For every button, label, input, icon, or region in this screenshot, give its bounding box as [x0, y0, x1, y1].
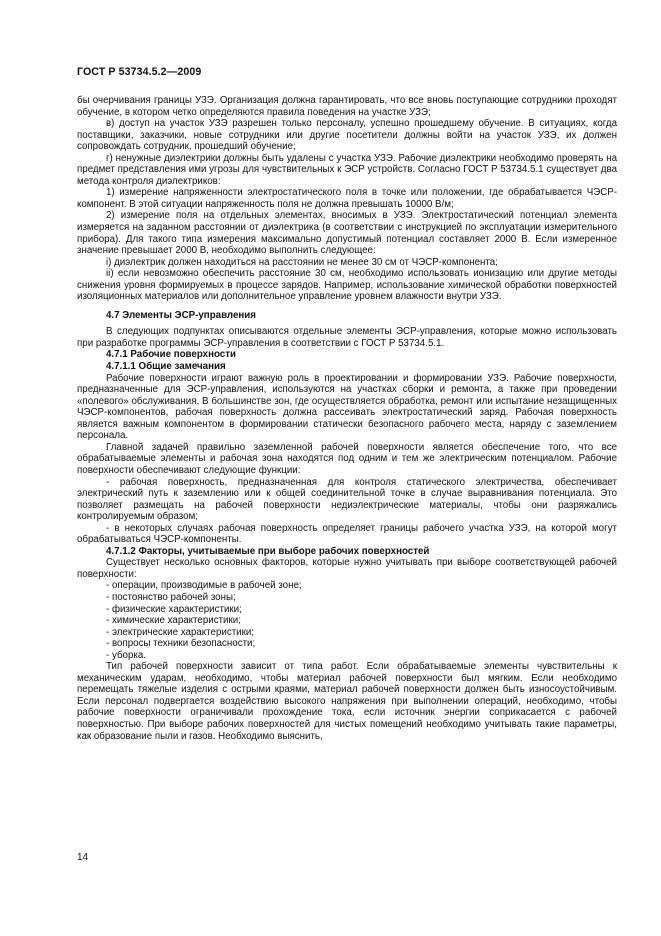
paragraph: - операции, производимые в рабочей зоне; [106, 580, 302, 592]
paragraph: - электрические характеристики; [106, 626, 255, 638]
paragraph: ii) если невозможно обеспечить расстояние 30 см, необходимо использовать ионизацию или другие методы снижения уровня формируемых в процессе зарядов. Например, использование химической обработки поверхностей изоляционных материалов или дополнительное управление уровнем влажности внутри УЗЭ. [77, 268, 617, 303]
paragraph: i) диэлектрик должен находиться на расстоянии не менее 30 см от ЧЭСР-компонента; [106, 256, 498, 268]
paragraph: - постоянство рабочей зоны; [106, 591, 236, 603]
paragraph: бы очерчивания границы УЗЭ. Организация должна гарантировать, что все вновь поступающие сотрудники проходят обучение, в котором четко определяются правила поведения на участке УЗЭ; [77, 95, 617, 118]
paragraph: - вопросы техники безопасности; [106, 638, 256, 650]
section-heading: 4.7.1.2 Факторы, учитываемые при выборе рабочих поверхностей [106, 545, 430, 557]
paragraph: Главной задачей правильно заземленной рабочей поверхности является обеспечение того, что все обрабатываемые элементы и рабочая зона находятся под одним и тем же электрическим потенциалом. Рабочие поверхности обеспечивают следующие функции: [77, 441, 617, 476]
paragraph: Тип рабочей поверхности зависит от типа работ. Если обрабатываемые элементы чувствительны к механическим ударам, необходимо, чтобы материал рабочей поверхности был мягким. Если необходимо перемещать тяжелые изделия с острыми краями, материал рабочей поверхности должен быть износоустойчивым. Если персонал подвергается воздействию высокого напряжения при выполнении операций, необходимо, чтобы рабочие поверхности ограничивали прохождение тока, если источник энергии соприкасается с рабочей поверхностью. При выборе рабочих поверхностей для чистых помещений необходимо учитывать такие параметры, как образование пыли и газов. Необходимо выяснить, [77, 661, 617, 742]
section-heading: 4.7 Элементы ЭСР-управления [106, 309, 256, 321]
paragraph: - уборка. [106, 649, 146, 661]
paragraph: - рабочая поверхность, предназначенная для контроля статического электричества, обеспечивает электрический путь к заземлению или к общей соединительной точке в случае выравнивания потенциала. Это позволяет размещать на рабочей поверхности недиэлектрические материалы, чтобы они разряжались контролируемым образом; [77, 476, 617, 523]
paragraph: г) ненужные диэлектрики должны быть удалены с участка УЗЭ. Рабочие диэлектрики необходимо проверять на предмет представления ими угрозы для чувствительных к ЭСР устройств. Согласно ГОСТ Р 53734.5.1 существует два метода контроля диэлектриков: [77, 152, 617, 187]
paragraph: Существует несколько основных факторов, которые нужно учитывать при выборе соответствующей рабочей поверхности: [77, 557, 617, 580]
paragraph: в) доступ на участок УЗЭ разрешен только персоналу, успешно прошедшему обучение. В ситуациях, когда поставщики, заказчики, новые сотрудники или другие посетители должны войти на участок УЗЭ, их должен сопровождать сотрудник, прошедший обучение; [77, 118, 617, 153]
section-heading: 4.7.1 Рабочие поверхности [106, 349, 237, 361]
paragraph: 1) измерение напряженности электростатического поля в точке или положении, где обрабатывается ЧЭСР-компонент. В этой ситуации напряженность поля не должна превышать 10000 В/м; [77, 187, 617, 210]
paragraph: Рабочие поверхности играют важную роль в проектировании и формировании УЗЭ. Рабочие поверхности, предназначенные для ЭСР-управления, используются на участках сборки и ремонта, а также при проведении «полевого» обслуживания. В большинстве зон, где осуществляется обработка, ремонт или испытание незащищенных ЧЭСР-компонентов, рабочая поверхность должна рассеивать электростатический заряд. Рабочая поверхность является важным компонентом в формировании статически безопасного рабочего места, наряду с заземлением персонала. [77, 372, 617, 442]
paragraph: - физические характеристики; [106, 603, 242, 615]
paragraph: - химические характеристики; [106, 615, 241, 627]
paragraph: В следующих подпунктах описываются отдельные элементы ЭСР-управления, которые можно использовать при разработке программы ЭСР-управления в соответствии с ГОСТ Р 53734.5.1. [77, 326, 617, 349]
document-header: ГОСТ Р 53734.5.2—2009 [77, 66, 202, 78]
page-number: 14 [77, 852, 89, 863]
section-heading: 4.7.1.1 Общие замечания [106, 361, 226, 373]
document-body [77, 95, 617, 742]
paragraph: 2) измерение поля на отдельных элементах, вносимых в УЗЭ. Электростатический потенциал элемента измеряется на заданном расстоянии от диэлектрика (в соответствии с инструкцией по эксплуатации измерительного прибора). Для такого типа измерения максимально допустимый потенциал составляет 2000 В. Если измеренное значение превышает 2000 В, необходимо выполнить следующее: [77, 210, 617, 257]
paragraph: - в некоторых случаях рабочая поверхность определяет границы рабочего участка УЗЭ, на которой могут обрабатываться ЧЭСР-компоненты. [77, 522, 617, 546]
